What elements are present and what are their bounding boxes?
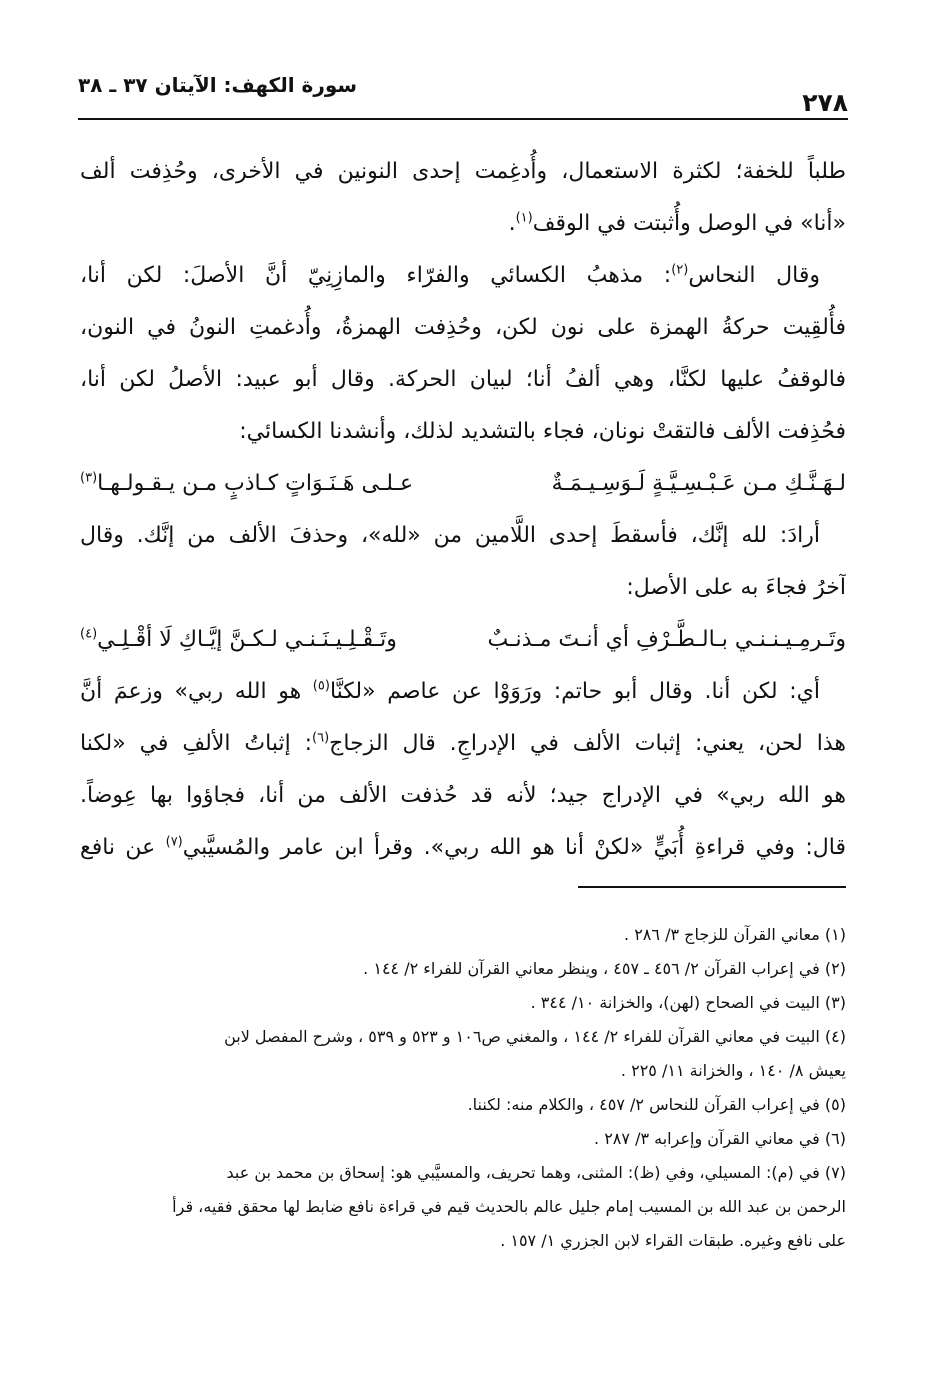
text-run: قال: وفي قراءةِ أُبَيٍّ «لكنْ أنا هو الله ربي». وقرأ ابن عامر والمُسيَّبي (182, 835, 846, 860)
text-line: طلباً للخفة؛ لكثرة الاستعمال، وأُدغِمت إحدى النونين في الأخرى، وحُذِفت ألف (80, 159, 846, 184)
footnotes-rule (578, 886, 846, 888)
verse-first-hemistich: لـهَـنَّـكِ مـن عَـبْـسِـيَّـةٍ لَـوَسِـيـمَـةٌ (551, 471, 846, 496)
text-run: هو الله ربي» وزعمَ أنَّ (80, 679, 313, 704)
footnote-number: (٧) (824, 1163, 846, 1182)
footnote-continuation: الرحمن بن عبد الله بن المسيب إمام جليل عالم بالحديث قيم في قراءة نافع ضابط لها محقق فقيه، قرأ (172, 1197, 846, 1216)
footnote (70, 1088, 846, 1122)
footnote-number: (٥) (824, 1095, 846, 1114)
footnote-continuation: يعيش ٨/ ١٤٠ ، والخزانة ١١/ ٢٢٥ . (620, 1061, 846, 1080)
footnote-continuation: على نافع وغيره. طبقات القراء لابن الجزري ١/ ١٥٧ . (500, 1231, 846, 1250)
footnote-text: في معاني القرآن وإعرابه ٣/ ٢٨٧ . (594, 1129, 820, 1148)
poetry-verse (80, 458, 846, 510)
text-line: فأُلقِيت حركةُ الهمزة على نون لكن، وحُذِفت الهمزةُ، وأُدغمتِ النونُ في النون، (80, 315, 846, 340)
footnote-marker: (٢) (671, 262, 689, 278)
footnote-marker: (٣) (80, 470, 98, 486)
footnote-text: في إعراب القرآن ٢/ ٤٥٦ ـ ٤٥٧ ، وينظر معاني القرآن للفراء ٢/ ١٤٤ . (363, 959, 820, 978)
page-header (78, 66, 848, 118)
footnote-number: (١) (824, 925, 846, 944)
text-line: فالوقفُ عليها لكنَّا، وهي ألفُ أنا؛ لبيان الحركة. وقال أبو عبيد: الأصلُ لكن أنا، (80, 367, 846, 392)
footnote-number: (٣) (824, 993, 846, 1012)
page-number: ٢٧٨ (802, 88, 848, 117)
footnote-marker: (١) (515, 210, 533, 226)
text-run: عن نافع (80, 835, 166, 860)
footnote-text: في إعراب القرآن للنحاس ٢/ ٤٥٧ ، والكلام منه: لكننا. (467, 1095, 820, 1114)
text-line (80, 822, 846, 874)
text-run: أي: لكن أنا. وقال أبو حاتم: ورَوَوْا عن عاصم «لكنَّا (329, 679, 820, 704)
footnote (70, 1156, 846, 1190)
footnote (70, 986, 846, 1020)
text-run: «أنا» في الوصل وأُثبتت في الوقف (532, 211, 846, 236)
text-run: : مذهبُ الكسائي والفرّاء والمازِنِيّ أنَّ الأصلَ: لكن أنا، (80, 263, 672, 288)
footnote-number: (٦) (824, 1129, 846, 1148)
footnote (70, 1122, 846, 1156)
footnote-marker: (٧) (165, 834, 183, 850)
footnote-text: البيت في معاني القرآن للفراء ٢/ ١٤٤ ، والمغني ص١٠٦ و ٥٢٣ و ٥٣٩ ، وشرح المفصل لابن (224, 1027, 820, 1046)
text-line (80, 250, 846, 302)
verse-first-hemistich: وتَـرمِـيـنـنـي بـالـطَّـرْفِ أي أنـتَ مـذنـبٌ (487, 627, 846, 652)
running-head: سورة الكهف: الآيتان ٣٧ ـ ٣٨ (78, 73, 358, 97)
footnote-number: (٢) (824, 959, 846, 978)
verse-second-hemistich (80, 458, 413, 510)
footnote-marker: (٤) (80, 626, 98, 642)
footnote-number: (٤) (824, 1027, 846, 1046)
verse-second-hemistich (80, 614, 397, 666)
poetry-verse (80, 614, 846, 666)
header-rule (78, 118, 848, 120)
text-run: وتَـقْـلِـيـنَـنـي لـكـنَّ إيَّـاكِ لَا أقْـلِـي (97, 627, 397, 652)
main-text (80, 146, 846, 874)
footnote-marker: (٦) (312, 730, 330, 746)
text-run: وقال النحاس (688, 263, 821, 288)
text-line: آخرُ فجاءَ به على الأصل: (626, 575, 846, 600)
text-run: هذا لحن، يعني: إثبات الألف في الإدراجِ. قال الزجاج (329, 731, 846, 756)
footnote-marker: (٥) (312, 678, 330, 694)
text-run: عـلـى هَـنَـوَاتٍ كـاذبٍ مـن يـقـولـهـا (97, 471, 414, 496)
footnote (70, 918, 846, 952)
footnote (70, 1020, 846, 1054)
text-line: أرادَ: لله إنَّك، فأسقطَ إحدى اللَّامين من «لله»، وحذفَ الألف من إنَّك. وقال (80, 523, 820, 548)
text-line: هو الله ربي» في الإدراج جيد؛ لأنه قد حُذفت الألف من أنا، فجاؤوا بها عِوضاً. (80, 783, 846, 808)
text-run: : إثباتُ الألفِ في «لكنا (80, 731, 313, 756)
text-line: فحُذِفت الألف فالتقتْ نونان، فجاء بالتشديد لذلك، وأنشدنا الكسائي: (239, 419, 846, 444)
text-line (80, 718, 846, 770)
text-line (80, 666, 846, 718)
footnote-text: البيت في الصحاح (لهن)، والخزانة ١٠/ ٣٤٤ . (530, 993, 820, 1012)
footnotes (70, 918, 846, 1258)
footnote-text: معاني القرآن للزجاج ٣/ ٢٨٦ . (624, 925, 820, 944)
text-line: «أنا» في الوصل وأُثبتت في الوقف$^{(١)}$. (508, 210, 846, 236)
footnote (70, 952, 846, 986)
footnote-text: في (م): المسيلي، وفي (ظ): المثنى، وهما تحريف، والمسيَّبي هو: إسحاق بن محمد بن عبد (226, 1163, 820, 1182)
